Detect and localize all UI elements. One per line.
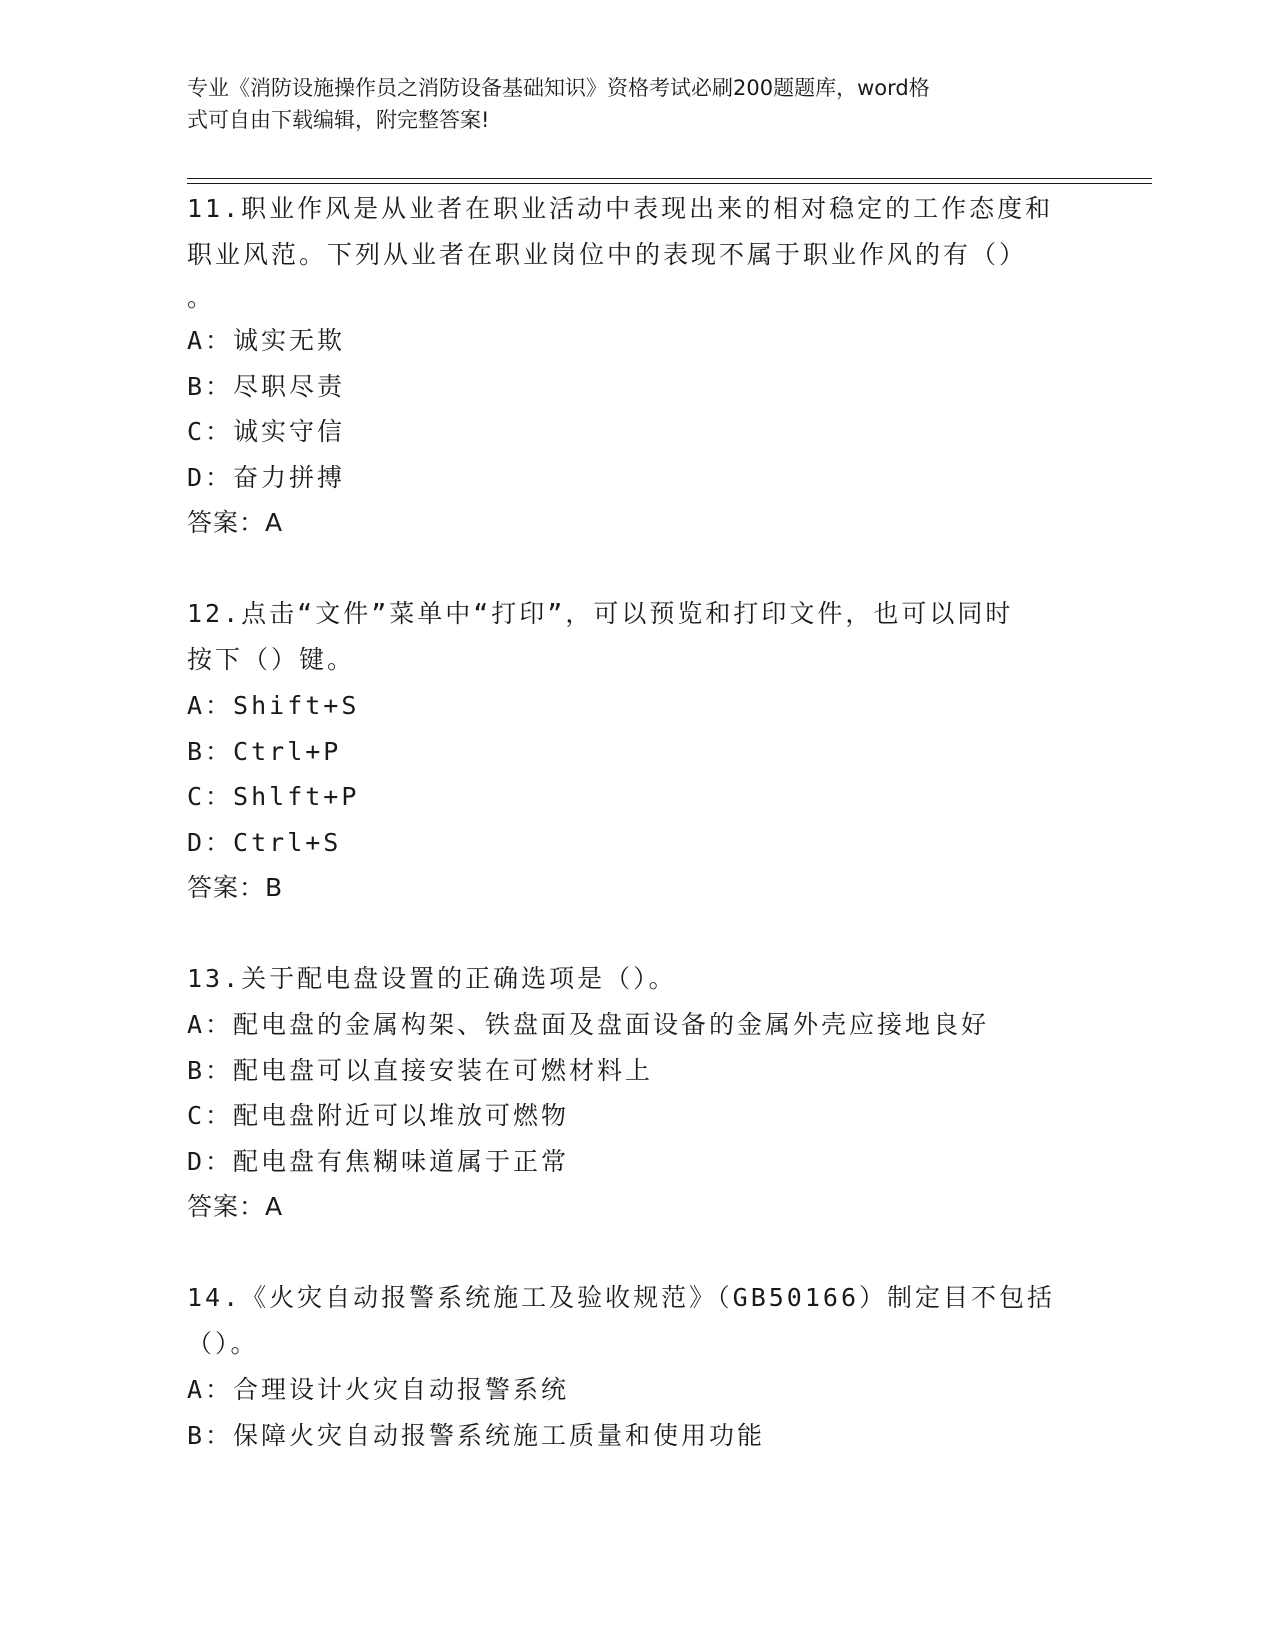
question-11 [187, 186, 1087, 545]
answer-line: 答案：A [187, 1192, 284, 1221]
question-stem-line: 按下（）键。 [187, 645, 356, 674]
option-d: D：Ctrl+S [187, 827, 342, 857]
question-14 [187, 1275, 1087, 1458]
option-b: B：Ctrl+P [187, 736, 342, 766]
document-header [187, 72, 1067, 136]
option-a: A：合理设计火灾自动报警系统 [187, 1375, 570, 1404]
question-stem-line: 14.《火灾自动报警系统施工及验收规范》（GB50166）制定目不包括 [187, 1283, 1056, 1312]
header-line: 专业《消防设施操作员之消防设备基础知识》资格考试必刷200题题库，word格 [187, 76, 930, 100]
option-b: B：尽职尽责 [187, 371, 346, 401]
header-line: 式可自由下载编辑，附完整答案! [187, 108, 490, 132]
question-stem-line: 12.点击“文件”菜单中“打印”，可以预览和打印文件，也可以同时 [187, 599, 1014, 628]
option-a: A：诚实无欺 [187, 326, 346, 355]
answer-line: 答案：A [187, 508, 284, 537]
header-divider [187, 178, 1152, 179]
option-b: B：配电盘可以直接安装在可燃材料上 [187, 1055, 654, 1085]
option-a: A：Shift+S [187, 691, 360, 720]
option-b: B：保障火灾自动报警系统施工质量和使用功能 [187, 1420, 766, 1450]
question-stem-line: （）。 [187, 1329, 259, 1358]
option-c: C：诚实守信 [187, 417, 346, 446]
question-stem-line: 职业风范。下列从业者在职业岗位中的表现不属于职业作风的有（） [187, 240, 1028, 269]
question-stem-line: 。 [187, 283, 216, 312]
answer-line: 答案：B [187, 873, 284, 902]
question-stem-line: 11.职业作风是从业者在职业活动中表现出来的相对稳定的工作态度和 [187, 194, 1054, 223]
header-divider [187, 183, 1152, 184]
question-12 [187, 591, 1087, 910]
question-list [187, 186, 1087, 1504]
option-c: C：配电盘附近可以堆放可燃物 [187, 1101, 570, 1130]
option-c: C：Shlft+P [187, 782, 360, 811]
option-d: D：配电盘有焦糊味道属于正常 [187, 1146, 570, 1176]
question-13 [187, 956, 1087, 1229]
question-stem-line: 13.关于配电盘设置的正确选项是（）。 [187, 964, 677, 993]
option-d: D：奋力拼搏 [187, 462, 346, 492]
option-a: A：配电盘的金属构架、铁盘面及盘面设备的金属外壳应接地良好 [187, 1010, 990, 1039]
